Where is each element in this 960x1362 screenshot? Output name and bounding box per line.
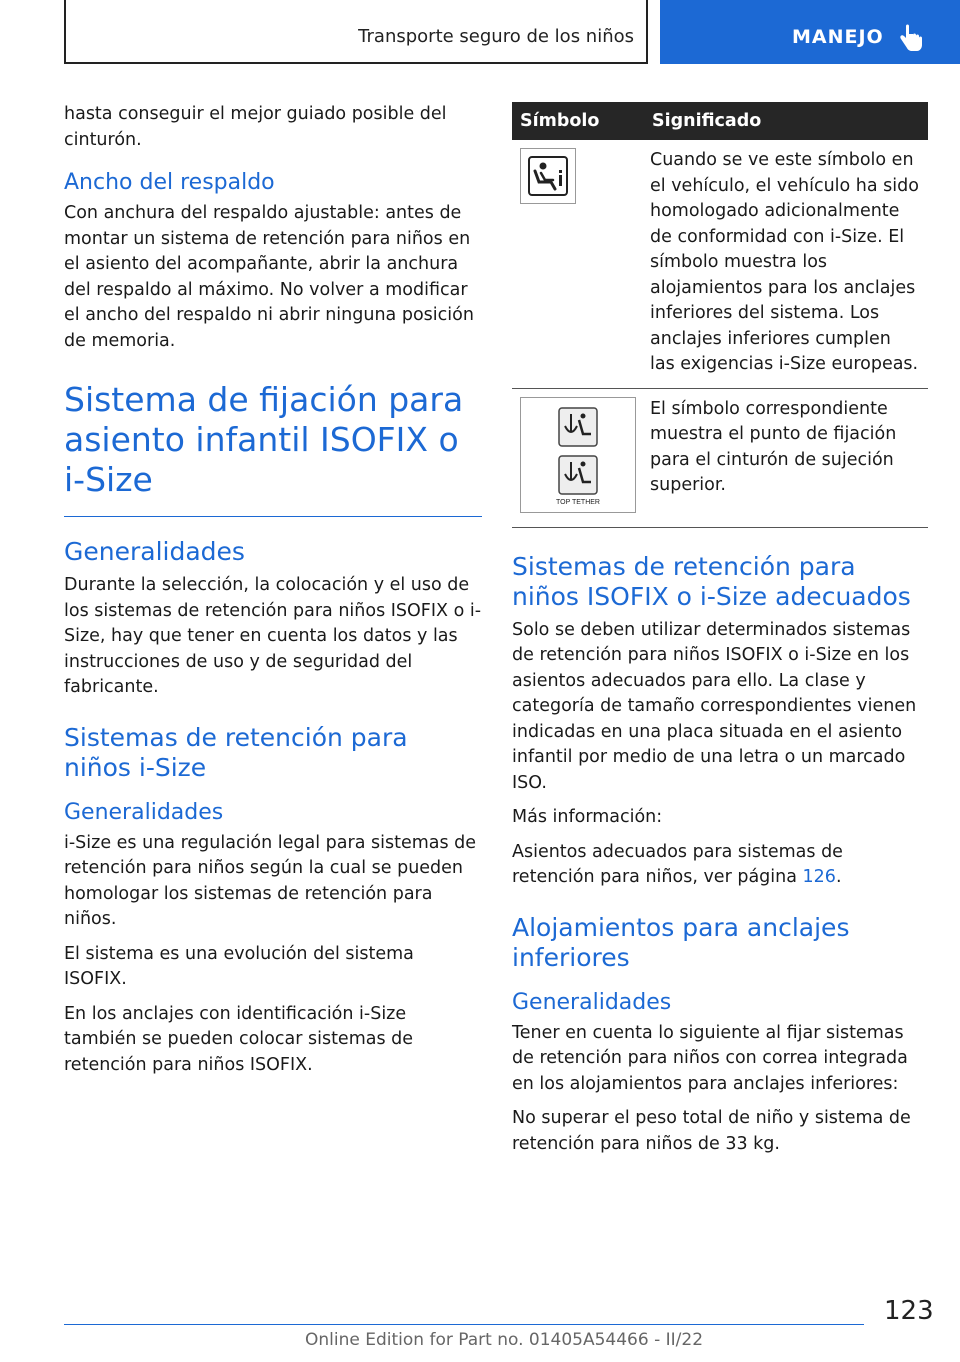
ancho-heading: Ancho del respaldo bbox=[64, 170, 275, 195]
isize-heading: Sistemas de retención para niños i-Size bbox=[64, 722, 408, 782]
i-size-seat-icon bbox=[520, 148, 576, 204]
alojamientos-paragraph-2: No superar el peso total de niño y sistema de retención para niños de 33 kg. bbox=[512, 1108, 911, 1154]
top-tether-label: TOP TETHER bbox=[556, 498, 600, 506]
adecuados-heading: Sistemas de retención para niños ISOFIX o i-Size adecuados bbox=[512, 551, 911, 611]
asientos-sentence: Asientos adecuados para sistemas de retención para niños, ver página bbox=[512, 841, 843, 887]
generalidades-heading-3: Generalidades bbox=[512, 989, 672, 1015]
page-link[interactable]: 126 bbox=[802, 867, 836, 887]
header-section-box bbox=[64, 0, 648, 64]
symbol-table bbox=[512, 102, 928, 528]
table-header-row bbox=[512, 102, 928, 140]
footer-divider bbox=[64, 1324, 864, 1325]
adecuados-text: Solo se deben utilizar determinados sistemas de retención para niños ISOFIX o i-Size en los asientos adecuados para ello. La clase y categoría de tamaño correspondientes vienen indicadas en una placa situada en el asiento infantil por medio de una letra o un marcado ISO. bbox=[512, 619, 917, 793]
chapter-title: MANEJO bbox=[792, 26, 884, 48]
heading-divider bbox=[64, 516, 482, 517]
right-column bbox=[512, 102, 928, 1166]
mas-info-text: Más información: bbox=[512, 807, 663, 827]
generalidades-heading-1: Generalidades bbox=[64, 537, 245, 566]
left-column bbox=[64, 102, 482, 1087]
alojamientos-heading: Alojamientos para anclajes inferiores bbox=[512, 912, 850, 972]
generalidades-heading-2: Generalidades bbox=[64, 799, 224, 825]
asientos-text: Asientos adecuados para sistemas de retención para niños, ver página 126. bbox=[512, 841, 843, 887]
table-cell-meaning: El símbolo correspondiente muestra el punto de fijación para el cinturón de sujeción superior. bbox=[644, 388, 928, 527]
table-header-symbol: Símbolo bbox=[512, 102, 644, 140]
pointing-hand-icon bbox=[898, 24, 924, 52]
isize-paragraph-1: i-Size es una regulación legal para sistemas de retención para niños según la cual se pueden homologar los sistemas de retención para niños. bbox=[64, 832, 477, 929]
table-row bbox=[512, 388, 928, 527]
isize-paragraph-2: El sistema es una evolución del sistema ISOFIX. bbox=[64, 943, 414, 989]
footer-edition: Online Edition for Part no. 01405A54466 - II/22 bbox=[305, 1330, 704, 1350]
section-title: Transporte seguro de los niños bbox=[358, 26, 634, 47]
main-heading: Sistema de fijación para asiento infantil ISOFIX o i-Size bbox=[64, 380, 464, 499]
table-header-meaning: Significado bbox=[644, 102, 928, 140]
alojamientos-paragraph-1: Tener en cuenta lo siguiente al fijar sistemas de retención para niños con correa integrada en los alojamientos para anclajes inferiores: bbox=[512, 1022, 908, 1094]
table-cell-symbol bbox=[512, 140, 644, 388]
chapter-tab[interactable] bbox=[660, 0, 960, 64]
table-cell-meaning: Cuando se ve este símbolo en el vehículo, el vehículo ha sido homologado adicionalmente de conformidad con i-Size. El símbolo muestra los alojamientos para los anclajes inferiores del sistema. Los anclajes inferiores cumplen las exigencias i-Size europeas. bbox=[644, 140, 928, 388]
table-row bbox=[512, 140, 928, 388]
page-number: 123 bbox=[884, 1296, 934, 1326]
ancho-text: Con anchura del respaldo ajustable: antes de montar un sistema de retención para niños en el asiento del acompañante, abrir la anchura del respaldo al máximo. No volver a modificar el ancho del respaldo ni abrir ninguna posición de memoria. bbox=[64, 203, 474, 351]
isize-paragraph-3: En los anclajes con identificación i-Size también se pueden colocar sistemas de retención para niños ISOFIX. bbox=[64, 1003, 414, 1075]
intro-text: hasta conseguir el mejor guiado posible del cinturón. bbox=[64, 104, 447, 150]
top-tether-icon bbox=[520, 397, 636, 513]
table-cell-symbol bbox=[512, 388, 644, 527]
generalidades-text-1: Durante la selección, la colocación y el uso de los sistemas de retención para niños ISOFIX o i-Size, hay que tener en cuenta los datos y las instrucciones de uso y de seguridad del fabricante. bbox=[64, 575, 482, 697]
